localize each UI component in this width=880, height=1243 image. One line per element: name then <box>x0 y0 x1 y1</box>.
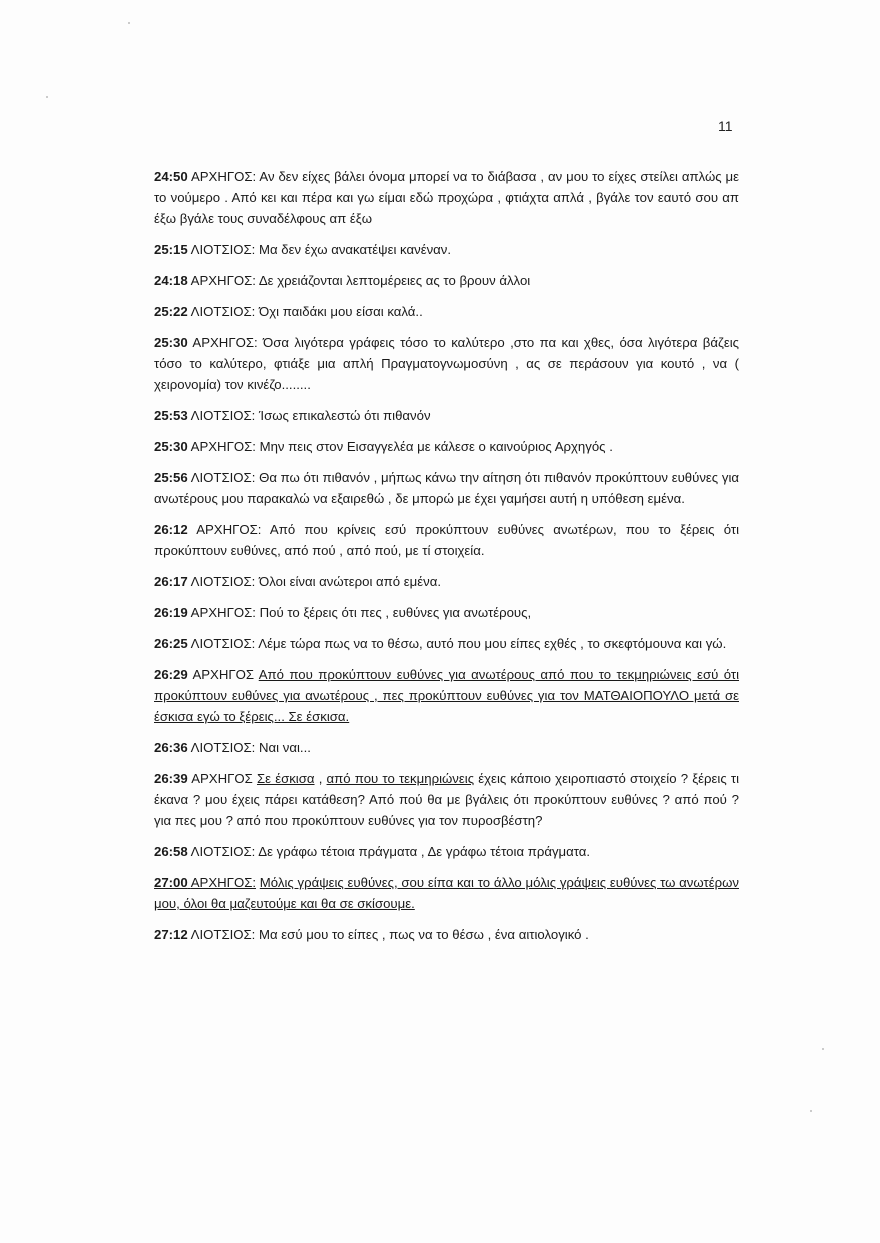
timestamp: 24:50 <box>154 169 188 184</box>
speaker-name: ΑΡΧΗΓΟΣ: <box>190 169 257 184</box>
dialogue-text: Όσα λιγότερα γράφεις τόσο το καλύτερο ,στο πα και χθες, όσα λιγότερα βάζεις τόσο το καλύτερο, φτιάξε μια απλή Πραγματογνωμοσύνη , ας σε περάσουν για κουτό , να ( χειρονομία) τον κινέζο........ <box>154 335 740 392</box>
dialogue-text: , <box>314 771 327 786</box>
speaker-name: ΛΙΟΤΣΙΟΣ: <box>190 740 256 755</box>
speaker-name: ΛΙΟΤΣΙΟΣ: <box>190 408 256 423</box>
dialogue-text: Δε γράφω τέτοια πράγματα , Δε γράφω τέτοια πράγματα. <box>258 844 591 859</box>
dialogue-paragraph <box>154 602 739 623</box>
dialogue-paragraph <box>154 872 739 914</box>
speaker-name: ΛΙΟΤΣΙΟΣ: <box>190 470 256 485</box>
dialogue-speaker-header <box>154 408 255 423</box>
timestamp: 26:25 <box>154 636 188 651</box>
dialogue-paragraph <box>154 332 739 395</box>
speaker-name: ΑΡΧΗΓΟΣ: <box>190 439 256 454</box>
dialogue-paragraph <box>154 737 739 758</box>
timestamp: 26:58 <box>154 844 188 859</box>
timestamp: 25:56 <box>154 470 188 485</box>
timestamp: 26:17 <box>154 574 188 589</box>
dialogue-text: Όλοι είναι ανώτεροι από εμένα. <box>259 574 441 589</box>
timestamp: 25:30 <box>154 335 188 350</box>
dialogue-text: Όχι παιδάκι μου είσαι καλά.. <box>259 304 423 319</box>
speaker-name: ΛΙΟΤΣΙΟΣ: <box>190 304 256 319</box>
dialogue-speaker-header <box>154 927 255 942</box>
dialogue-paragraph <box>154 664 739 727</box>
scan-speck <box>822 1048 824 1050</box>
dialogue-paragraph <box>154 841 739 862</box>
dialogue-text: Μα δεν έχω ανακατέψει κανέναν. <box>259 242 452 257</box>
dialogue-speaker-header <box>154 335 258 350</box>
timestamp: 26:36 <box>154 740 188 755</box>
dialogue-text: Ίσως επικαλεστώ ότι πιθανόν <box>259 408 431 423</box>
dialogue-speaker-header <box>154 242 255 257</box>
dialogue-text: Από που κρίνεις εσύ προκύπτουν ευθύνες ανωτέρων, που το ξέρεις ότι προκύπτουν ευθύνες, από πού , από πού, με τί στοιχεία. <box>154 522 740 558</box>
dialogue-speaker-header <box>154 771 253 786</box>
speaker-name: ΑΡΧΗΓΟΣ: <box>196 522 262 537</box>
dialogue-text: από που το τεκμηριώνεις <box>326 771 475 786</box>
dialogue-text: Πού το ξέρεις ότι πες , ευθύνες για ανωτέρους, <box>259 605 532 620</box>
dialogue-speaker-header <box>154 574 255 589</box>
speaker-name: ΑΡΧΗΓΟΣ: <box>190 875 257 890</box>
dialogue-speaker-header <box>154 667 254 682</box>
speaker-name: ΑΡΧΗΓΟΣ <box>192 667 255 682</box>
dialogue-speaker-header <box>154 304 255 319</box>
timestamp: 25:30 <box>154 439 188 454</box>
dialogue-text: Σε έσκισα <box>256 771 315 786</box>
speaker-name: ΛΙΟΤΣΙΟΣ: <box>190 242 256 257</box>
timestamp: 26:12 <box>154 522 188 537</box>
dialogue-paragraph <box>154 166 739 229</box>
dialogue-paragraph <box>154 301 739 322</box>
dialogue-paragraph <box>154 571 739 592</box>
timestamp: 25:15 <box>154 242 188 257</box>
timestamp: 26:39 <box>154 771 188 786</box>
dialogue-paragraph <box>154 270 739 291</box>
scan-speck <box>810 1110 812 1112</box>
dialogue-speaker-header <box>154 636 255 651</box>
dialogue-text: Λέμε τώρα πως να το θέσω, αυτό που μου είπες εχθές , το σκεφτόμουνα και γώ. <box>258 636 727 651</box>
dialogue-paragraph <box>154 239 739 260</box>
dialogue-text: Μην πεις στον Εισαγγελέα με κάλεσε ο καινούριος Αρχηγός . <box>259 439 613 454</box>
dialogue-speaker-header <box>154 740 255 755</box>
dialogue-paragraph <box>154 924 739 945</box>
dialogue-speaker-header <box>154 273 256 288</box>
dialogue-speaker-header <box>154 844 255 859</box>
dialogue-text: Μα εσύ μου το είπες , πως να το θέσω , ένα αιτιολογικό . <box>259 927 589 942</box>
dialogue-paragraph <box>154 768 739 831</box>
dialogue-text: Αν δεν είχες βάλει όνομα μπορεί να το διάβασα , αν μου το είχες στείλει απλώς με το νούμερο . Από κει και πέρα και γω είμαι εδώ προχώρα , φτιάχτα απλά , βγάλε τον εαυτό σου απ έξω βγάλε τους συναδέλφους απ έξω <box>154 169 739 226</box>
dialogue-speaker-header <box>154 470 255 485</box>
dialogue-speaker-header <box>154 169 256 184</box>
dialogue-paragraph <box>154 633 739 654</box>
timestamp: 27:12 <box>154 927 188 942</box>
dialogue-speaker-header <box>154 439 256 454</box>
scan-speck <box>46 96 48 98</box>
timestamp: 27:00 <box>154 875 188 890</box>
speaker-name: ΛΙΟΤΣΙΟΣ: <box>190 574 256 589</box>
speaker-name: ΑΡΧΗΓΟΣ: <box>190 273 256 288</box>
dialogue-text: Θα πω ότι πιθανόν , μήπως κάνω την αίτηση ότι πιθανόν προκύπτουν ευθύνες για ανωτέρους μου παρακαλώ να εξαιρεθώ , δε μπορώ με έχει γαμήσει αυτή η υπόθεση εμένα. <box>154 470 739 506</box>
dialogue-text: έχεις κάποιο χειροπιαστό στοιχείο ? ξέρεις τι έκανα ? μου έχεις πάρει κατάθεση? Από πού θα με βγάλεις ότι προκύπτουν ευθύνες ? από πού ? για πες μου ? από που προκύπτουν ευθύνες για τον πυροσβέστη? <box>154 771 740 828</box>
speaker-name: ΛΙΟΤΣΙΟΣ: <box>190 844 256 859</box>
speaker-name: ΛΙΟΤΣΙΟΣ: <box>190 636 256 651</box>
dialogue-text: Μόλις γράψεις ευθύνες, σου είπα και το άλλο μόλις γράψεις ευθύνες τω ανωτέρων μου, όλοι θα μαζευτούμε και θα σε σκίσουμε. <box>154 875 739 911</box>
transcript-body <box>154 166 739 955</box>
timestamp: 26:29 <box>154 667 188 682</box>
page-number: 11 <box>718 118 733 134</box>
speaker-name: ΛΙΟΤΣΙΟΣ: <box>190 927 256 942</box>
scan-speck <box>128 22 130 24</box>
dialogue-text: Από που προκύπτουν ευθύνες για ανωτέρους από που το τεκμηριώνεις εσύ ότι προκύπτουν ευθύνες για ανωτέρους , πες προκύπτουν ευθύνες για τον ΜΑΤΘΑΙΟΠΟΥΛΟ μετά σε έσκισα εγώ το ξέρεις... Σε έσκισα. <box>154 667 740 724</box>
dialogue-paragraph <box>154 519 739 561</box>
timestamp: 24:18 <box>154 273 188 288</box>
timestamp: 25:22 <box>154 304 188 319</box>
dialogue-speaker-header <box>154 605 256 620</box>
dialogue-speaker-header <box>154 875 256 890</box>
speaker-name: ΑΡΧΗΓΟΣ: <box>190 605 256 620</box>
dialogue-paragraph <box>154 467 739 509</box>
timestamp: 25:53 <box>154 408 188 423</box>
dialogue-speaker-header <box>154 522 261 537</box>
speaker-name: ΑΡΧΗΓΟΣ <box>191 771 253 786</box>
dialogue-paragraph <box>154 405 739 426</box>
dialogue-text: Ναι ναι... <box>259 740 311 755</box>
speaker-name: ΑΡΧΗΓΟΣ: <box>192 335 258 350</box>
dialogue-paragraph <box>154 436 739 457</box>
dialogue-text: Δε χρειάζονται λεπτομέρειες ας το βρουν άλλοι <box>258 273 531 288</box>
timestamp: 26:19 <box>154 605 188 620</box>
